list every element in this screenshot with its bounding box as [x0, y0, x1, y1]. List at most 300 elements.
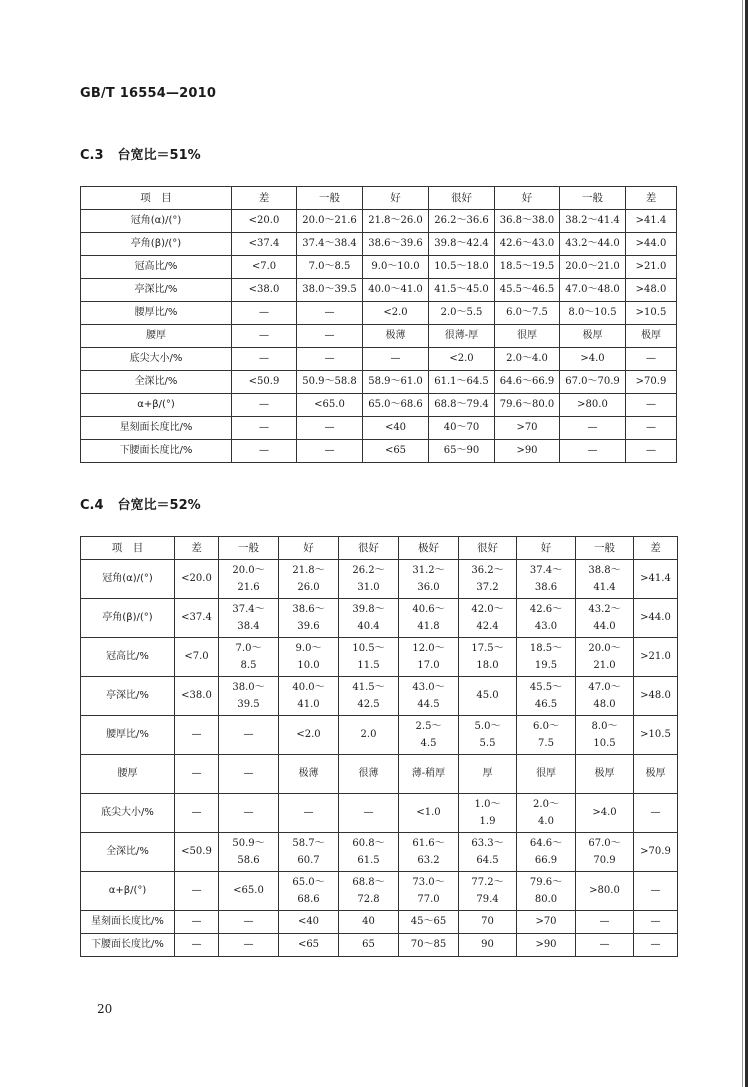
table-cell: 厚	[459, 755, 517, 794]
table-cell: 38.6～39.6	[363, 233, 429, 256]
cell-line: 64.5	[476, 855, 499, 866]
row-label: 下腰面长度比/%	[81, 440, 232, 463]
table-cell: 26.2～36.6	[429, 210, 495, 233]
row-label: 全深比/%	[81, 833, 175, 872]
table-cell: —	[634, 794, 678, 833]
cell-line: 17.5～	[471, 643, 504, 654]
column-header-grade: 好	[363, 187, 429, 210]
cell-line: 37.2	[476, 582, 499, 593]
table-cell: 42.6～43.0	[495, 233, 560, 256]
table-cell	[399, 833, 459, 872]
table-cell: 70	[459, 911, 517, 934]
table-cell: >70.9	[634, 833, 678, 872]
row-label: 星刻面长度比/%	[81, 417, 232, 440]
table-row	[81, 794, 678, 833]
table-cell: —	[634, 934, 678, 957]
table-cell	[517, 833, 576, 872]
cell-line: 70.9	[593, 855, 616, 866]
table-cell: —	[363, 348, 429, 371]
table-cell	[279, 677, 339, 716]
table-cell	[399, 638, 459, 677]
cell-line: 4.0	[538, 816, 554, 827]
table-cell: —	[232, 302, 297, 325]
table-cell	[517, 638, 576, 677]
table-cell: 47.0～48.0	[560, 279, 626, 302]
cell-line: 21.6	[237, 582, 260, 593]
table-cell	[279, 833, 339, 872]
cell-line: 18.5～	[529, 643, 563, 654]
table-cell	[517, 872, 576, 911]
table-row	[81, 210, 677, 233]
cell-line: 39.5	[237, 699, 260, 710]
cell-line: 61.5	[357, 855, 380, 866]
row-label: 亭深比/%	[81, 677, 175, 716]
table-cell	[576, 716, 634, 755]
column-header-item: 项 目	[81, 537, 175, 560]
row-label: 亭角(β)/(°)	[81, 599, 175, 638]
cell-line: 46.5	[534, 699, 558, 710]
cell-line: 63.2	[417, 855, 440, 866]
cell-line: 58.6	[237, 855, 260, 866]
row-label: 星刻面长度比/%	[81, 911, 175, 934]
table-cell: >70.9	[626, 371, 677, 394]
table-cell: —	[626, 348, 677, 371]
table-cell: 6.0～7.5	[495, 302, 560, 325]
table-cell: >4.0	[560, 348, 626, 371]
table-cell	[459, 560, 517, 599]
row-label: 冠角(α)/(°)	[81, 560, 175, 599]
table-cell	[399, 677, 459, 716]
table-cell	[517, 794, 576, 833]
cell-line: 60.7	[297, 855, 320, 866]
column-header-grade: 差	[232, 187, 297, 210]
cell-line: 20.0～	[232, 565, 265, 576]
cell-line: 21.8～	[292, 565, 325, 576]
table-cell: 很厚	[495, 325, 560, 348]
table-cell	[576, 677, 634, 716]
cell-line: 11.5	[357, 660, 380, 671]
table-cell: >80.0	[560, 394, 626, 417]
cell-line: 38.4	[237, 621, 260, 632]
row-label: 底尖大小/%	[81, 794, 175, 833]
table-cell: 43.2～44.0	[560, 233, 626, 256]
table-row	[81, 677, 678, 716]
table-cell: 极厚	[560, 325, 626, 348]
table-row	[81, 599, 678, 638]
table-row	[81, 279, 677, 302]
table-cell	[517, 677, 576, 716]
table-cell: —	[175, 934, 219, 957]
table-cell: >80.0	[576, 872, 634, 911]
table-row	[81, 302, 677, 325]
cell-line: 37.4～	[232, 604, 265, 615]
row-label: 下腰面长度比/%	[81, 934, 175, 957]
cell-line: 66.9	[534, 855, 558, 866]
table-cell: >41.4	[626, 210, 677, 233]
table-cell: —	[339, 794, 399, 833]
table-cell: <50.9	[175, 833, 219, 872]
cell-line: 38.0～	[232, 682, 265, 693]
row-label: α+β/(°)	[81, 872, 175, 911]
table-cell	[219, 833, 279, 872]
table-cell	[339, 599, 399, 638]
table-row	[81, 911, 678, 934]
table-cell: —	[634, 911, 678, 934]
table-cell	[339, 872, 399, 911]
cell-line: 65.0～	[292, 877, 325, 888]
cell-line: 1.0～	[474, 799, 501, 810]
table-row	[81, 560, 678, 599]
cell-line: 36.0	[417, 582, 440, 593]
table-cell	[219, 638, 279, 677]
table-cell	[459, 716, 517, 755]
table-row	[81, 440, 677, 463]
table-cell: —	[219, 934, 279, 957]
table-cell: <50.9	[232, 371, 297, 394]
table-cell: 61.1～64.5	[429, 371, 495, 394]
column-header-item: 项 目	[81, 187, 232, 210]
table-row	[81, 755, 678, 794]
table-cell: >48.0	[626, 279, 677, 302]
table-cell: 50.9～58.8	[297, 371, 363, 394]
row-label: 冠角(α)/(°)	[81, 210, 232, 233]
cell-line: 2.0～	[533, 799, 559, 810]
column-header-grade: 好	[279, 537, 339, 560]
cell-line: 61.6～	[412, 838, 445, 849]
table-cell: 40～70	[429, 417, 495, 440]
cell-line: 48.0	[593, 699, 616, 710]
table-cell	[279, 872, 339, 911]
table-cell: 58.9～61.0	[363, 371, 429, 394]
table-row	[81, 872, 678, 911]
cell-line: 79.6～	[529, 877, 563, 888]
cell-line: 43.0～	[412, 682, 445, 693]
table-cell	[459, 638, 517, 677]
row-label: 冠高比/%	[81, 638, 175, 677]
table-row	[81, 394, 677, 417]
cell-line: 4.5	[420, 738, 437, 749]
table-cell: —	[279, 794, 339, 833]
table-cell: —	[576, 911, 634, 934]
table-cell	[339, 833, 399, 872]
cell-line: 43.0	[534, 621, 558, 632]
table-cell: 2.0～5.5	[429, 302, 495, 325]
table-cell	[279, 599, 339, 638]
table-cell: <65.0	[219, 872, 279, 911]
cell-line: 50.9～	[232, 838, 265, 849]
table-cell: >44.0	[626, 233, 677, 256]
section-c3-heading	[80, 144, 201, 163]
table-cell	[576, 638, 634, 677]
cell-line: 26.0	[297, 582, 320, 593]
table-cell	[399, 716, 459, 755]
table-cell	[399, 872, 459, 911]
column-header-grade: 一般	[297, 187, 363, 210]
table-cell: 8.0～10.5	[560, 302, 626, 325]
table-cell: 65.0～68.6	[363, 394, 429, 417]
table-cell: 90	[459, 934, 517, 957]
cell-line: 9.0～	[295, 643, 322, 654]
cell-line: 45.5～	[529, 682, 563, 693]
column-header-grade: 好	[495, 187, 560, 210]
table-cell: 21.8～26.0	[363, 210, 429, 233]
table-cell: 70～85	[399, 934, 459, 957]
document-id: GB/T 16554—2010	[80, 86, 217, 101]
cell-line: 26.2～	[352, 565, 385, 576]
row-label: 腰厚比/%	[81, 302, 232, 325]
table-cell: 45～65	[399, 911, 459, 934]
row-label: 亭深比/%	[81, 279, 232, 302]
table-cell: —	[219, 794, 279, 833]
table-row	[81, 325, 677, 348]
cell-line: 10.0	[297, 660, 320, 671]
table-cell: —	[560, 440, 626, 463]
table-cell: 很厚	[517, 755, 576, 794]
table-cell: <2.0	[279, 716, 339, 755]
table-row	[81, 638, 678, 677]
table-cell: —	[232, 348, 297, 371]
table-cell: <65	[279, 934, 339, 957]
row-label: 腰厚比/%	[81, 716, 175, 755]
table-cell: >44.0	[634, 599, 678, 638]
section-c4-heading	[80, 494, 201, 513]
table-cell: <7.0	[232, 256, 297, 279]
row-label: 腰厚	[81, 325, 232, 348]
cell-line: 41.4	[593, 582, 616, 593]
table-cell: <7.0	[175, 638, 219, 677]
cell-line: 40.6～	[412, 604, 445, 615]
cell-line: 77.0	[417, 894, 440, 905]
table-cell: —	[626, 394, 677, 417]
table-row	[81, 256, 677, 279]
table-cell: >21.0	[626, 256, 677, 279]
table-cell	[459, 872, 517, 911]
table-cell	[576, 599, 634, 638]
section-number: C.3	[80, 148, 104, 163]
table-cell	[339, 638, 399, 677]
table-cell: 38.0～39.5	[297, 279, 363, 302]
table-cell	[576, 560, 634, 599]
cell-line: 47.0～	[588, 682, 621, 693]
row-label: 腰厚	[81, 755, 175, 794]
header-row	[81, 187, 677, 210]
cell-line: 31.0	[357, 582, 380, 593]
table-cell: 10.5～18.0	[429, 256, 495, 279]
cell-line: 18.0	[476, 660, 499, 671]
table-cell	[279, 638, 339, 677]
cell-line: 6.0～	[533, 721, 559, 732]
cell-line: 17.0	[417, 660, 440, 671]
table-cell	[399, 599, 459, 638]
column-header-grade: 很好	[339, 537, 399, 560]
table-cell: <1.0	[399, 794, 459, 833]
table-cell: —	[232, 325, 297, 348]
table-row	[81, 348, 677, 371]
table-row	[81, 833, 678, 872]
table-cell: 65～90	[429, 440, 495, 463]
table-cell: <38.0	[232, 279, 297, 302]
table-cell	[399, 560, 459, 599]
table-cell: 极厚	[626, 325, 677, 348]
cell-line: 38.6～	[292, 604, 325, 615]
cell-line: 1.9	[479, 816, 496, 827]
column-header-grade: 很好	[429, 187, 495, 210]
cell-line: 68.8～	[352, 877, 385, 888]
table-cell: 极薄	[363, 325, 429, 348]
table-cell: >90	[517, 934, 576, 957]
table-cell: —	[219, 755, 279, 794]
row-label: 全深比/%	[81, 371, 232, 394]
column-header-grade: 一般	[560, 187, 626, 210]
table-cell: 45.0	[459, 677, 517, 716]
table-cell: >41.4	[634, 560, 678, 599]
cell-line: 80.0	[534, 894, 558, 905]
table-cell: 64.6～66.9	[495, 371, 560, 394]
table-cell: >4.0	[576, 794, 634, 833]
table-cell: —	[626, 440, 677, 463]
cell-line: 10.5	[593, 738, 616, 749]
table-cell	[459, 599, 517, 638]
table-cell: <20.0	[175, 560, 219, 599]
column-header-grade: 一般	[219, 537, 279, 560]
table-cell: <40	[279, 911, 339, 934]
cell-line: 7.0～	[235, 643, 262, 654]
table-cell: 2.0～4.0	[495, 348, 560, 371]
table-cell	[459, 833, 517, 872]
table-cell	[279, 560, 339, 599]
table-cell: 38.2～41.4	[560, 210, 626, 233]
cell-line: 60.8～	[352, 838, 385, 849]
column-header-grade: 好	[517, 537, 576, 560]
cell-line: 40.0～	[292, 682, 325, 693]
cell-line: 39.8～	[352, 604, 385, 615]
cell-line: 44.0	[593, 621, 616, 632]
table-cell: >70	[517, 911, 576, 934]
cell-line: 7.5	[538, 738, 554, 749]
header-row	[81, 537, 678, 560]
cell-line: 44.5	[417, 699, 440, 710]
table-cell	[219, 560, 279, 599]
table-cell: —	[297, 348, 363, 371]
table-cell: —	[626, 417, 677, 440]
cell-line: 31.2～	[412, 565, 445, 576]
page-number: 20	[97, 1002, 113, 1016]
table-cell: —	[297, 417, 363, 440]
table-cell: 68.8～79.4	[429, 394, 495, 417]
cell-line: 2.5～	[415, 721, 442, 732]
table-cell: <37.4	[175, 599, 219, 638]
table-cell: —	[560, 417, 626, 440]
table-cell: 45.5～46.5	[495, 279, 560, 302]
cell-line: 21.0	[593, 660, 616, 671]
table-cell: 薄-稍厚	[399, 755, 459, 794]
table-cell: 很薄-厚	[429, 325, 495, 348]
column-header-grade: 差	[626, 187, 677, 210]
table-cell: 7.0～8.5	[297, 256, 363, 279]
table-cell: >70	[495, 417, 560, 440]
cell-line: 42.0～	[471, 604, 504, 615]
table-cell: >10.5	[634, 716, 678, 755]
cell-line: 67.0～	[588, 838, 621, 849]
table-cell: <2.0	[429, 348, 495, 371]
table-row	[81, 716, 678, 755]
table-cell: —	[576, 934, 634, 957]
table-cell: >21.0	[634, 638, 678, 677]
table-cell	[576, 833, 634, 872]
column-header-grade: 差	[634, 537, 678, 560]
cell-line: 42.6～	[529, 604, 563, 615]
cell-line: 38.6	[534, 582, 558, 593]
table-cell: <38.0	[175, 677, 219, 716]
table-cell	[459, 794, 517, 833]
cell-line: 41.0	[297, 699, 320, 710]
cell-line: 42.5	[357, 699, 380, 710]
cell-line: 36.2～	[471, 565, 504, 576]
cell-line: 77.2～	[471, 877, 504, 888]
cell-line: 39.6	[297, 621, 320, 632]
cell-line: 64.6～	[529, 838, 563, 849]
cell-line: 38.8～	[588, 565, 621, 576]
table-cell: 极薄	[279, 755, 339, 794]
section-number: C.4	[80, 498, 104, 513]
section-title: 台宽比＝52%	[117, 498, 201, 513]
table-cell: —	[634, 872, 678, 911]
table-cell: —	[232, 440, 297, 463]
table-cell: >10.5	[626, 302, 677, 325]
table-cell: —	[175, 755, 219, 794]
table-cell	[517, 716, 576, 755]
table-cell: 9.0～10.0	[363, 256, 429, 279]
table-cell: 很薄	[339, 755, 399, 794]
table-cell: <37.4	[232, 233, 297, 256]
table-cell: <20.0	[232, 210, 297, 233]
cell-line: 41.8	[417, 621, 440, 632]
table-cell: 67.0～70.9	[560, 371, 626, 394]
cell-line: 42.4	[476, 621, 499, 632]
table-cell: —	[175, 872, 219, 911]
cell-line: 8.5	[240, 660, 257, 671]
table-cell: 79.6～80.0	[495, 394, 560, 417]
column-header-grade: 一般	[576, 537, 634, 560]
table-cell	[219, 599, 279, 638]
table-cell: <65	[363, 440, 429, 463]
table-cell: —	[175, 716, 219, 755]
column-header-grade: 差	[175, 537, 219, 560]
table-row	[81, 371, 677, 394]
cell-line: 40.4	[357, 621, 380, 632]
cell-line: 73.0～	[412, 877, 445, 888]
table-cell: —	[297, 302, 363, 325]
table-cell: 极厚	[634, 755, 678, 794]
section-title: 台宽比＝51%	[117, 148, 201, 163]
table-cell: 18.5～19.5	[495, 256, 560, 279]
table-cell: —	[175, 794, 219, 833]
page-edge-line	[742, 0, 743, 1087]
table-row	[81, 417, 677, 440]
table-cell	[339, 560, 399, 599]
row-label: 冠高比/%	[81, 256, 232, 279]
table-cell: 65	[339, 934, 399, 957]
table-cell: 40.0～41.0	[363, 279, 429, 302]
cell-line: 41.5～	[352, 682, 385, 693]
table-cell	[219, 677, 279, 716]
cell-line: 20.0～	[588, 643, 621, 654]
table-cell	[517, 560, 576, 599]
column-header-grade: 极好	[399, 537, 459, 560]
row-label: 底尖大小/%	[81, 348, 232, 371]
cell-line: 63.3～	[471, 838, 504, 849]
cell-line: 37.4～	[529, 565, 563, 576]
